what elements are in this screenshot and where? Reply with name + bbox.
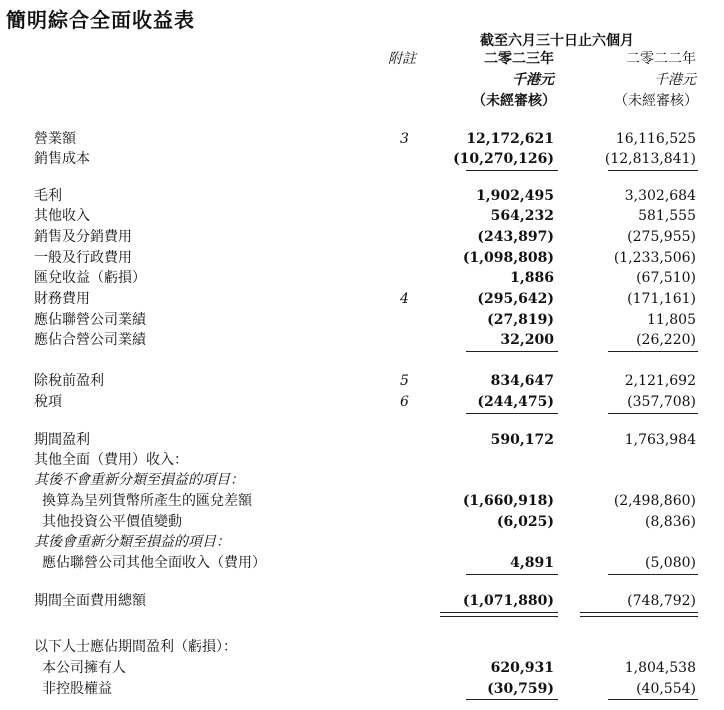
table-row <box>0 470 724 490</box>
row-current-value: (244,475) <box>477 394 554 410</box>
unit-prior-header: 千港元 <box>654 72 696 88</box>
row-note: 6 <box>400 394 409 410</box>
row-label: 一般及行政費用 <box>34 250 132 266</box>
table-row <box>0 491 724 511</box>
row-prior-value: 3,302,684 <box>624 188 696 204</box>
underline <box>466 699 558 700</box>
row-label: 其他收入 <box>34 208 90 224</box>
row-current-value: (243,897) <box>477 229 554 245</box>
row-prior-value: (275,955) <box>627 229 696 245</box>
row-prior-value: (67,510) <box>636 270 696 286</box>
table-row <box>0 450 724 470</box>
row-current-value: (27,819) <box>487 312 554 328</box>
row-current-value: (1,098,808) <box>462 250 554 266</box>
underline <box>608 351 698 352</box>
table-row <box>0 268 724 288</box>
row-current-value: (30,759) <box>487 681 554 697</box>
row-label: 應佔聯營公司業績 <box>34 312 146 328</box>
row-current-value: 834,647 <box>490 373 554 389</box>
row-note: 4 <box>400 291 409 307</box>
row-current-value: 1,886 <box>510 270 554 286</box>
table-row <box>0 289 724 309</box>
row-current-value: 564,232 <box>490 208 554 224</box>
row-label: 其後不會重新分類至損益的項目： <box>34 472 244 488</box>
row-label: 匯兌收益（虧損） <box>34 270 146 286</box>
row-prior-value: (357,708) <box>627 394 696 410</box>
row-prior-value: (2,498,860) <box>613 493 696 509</box>
table-row <box>0 248 724 268</box>
table-row <box>0 430 724 450</box>
row-current-value: 4,891 <box>510 555 554 571</box>
double-underline <box>580 612 698 617</box>
table-row <box>0 227 724 247</box>
audit-prior-header: （未經審核） <box>614 93 698 109</box>
row-note: 3 <box>400 131 409 147</box>
row-current-value: 32,200 <box>500 332 554 348</box>
underline <box>466 574 558 575</box>
table-row <box>0 658 724 678</box>
underline <box>466 351 558 352</box>
underline <box>608 170 698 171</box>
row-prior-value: (1,233,506) <box>613 250 696 266</box>
table-row <box>0 149 724 169</box>
underline <box>466 413 558 414</box>
row-prior-value: 2,121,692 <box>624 373 696 389</box>
row-current-value: (295,642) <box>477 291 554 307</box>
row-prior-value: 1,763,984 <box>624 432 696 448</box>
table-row <box>0 310 724 330</box>
row-label: 非控股權益 <box>42 681 112 697</box>
row-label: 應佔合營公司業績 <box>34 332 146 348</box>
row-label: 營業額 <box>34 131 76 147</box>
table-row <box>0 129 724 149</box>
row-prior-value: 16,116,525 <box>615 131 696 147</box>
row-prior-value: 581,555 <box>638 208 696 224</box>
row-current-value: (10,270,126) <box>453 151 554 167</box>
row-note: 5 <box>400 373 409 389</box>
row-prior-value: (748,792) <box>627 593 696 609</box>
row-current-value: 620,931 <box>490 660 554 676</box>
table-row <box>0 206 724 226</box>
year-prior-header: 二零二二年 <box>626 51 696 67</box>
row-label: 應佔聯營公司其他全面收入（費用） <box>42 555 266 571</box>
row-current-value: 12,172,621 <box>466 131 554 147</box>
row-prior-value: (40,554) <box>636 681 696 697</box>
row-current-value: (1,071,880) <box>462 593 554 609</box>
table-row <box>0 186 724 206</box>
page-title: 簡明綜合全面收益表 <box>6 8 195 32</box>
underline <box>466 170 558 171</box>
table-row <box>0 330 724 350</box>
row-label: 銷售成本 <box>34 151 90 167</box>
row-label: 財務費用 <box>34 291 90 307</box>
period-header: 截至六月三十日止六個月 <box>480 33 634 49</box>
audit-current-header: （未經審核） <box>472 93 556 109</box>
row-label: 其後會重新分類至損益的項目： <box>34 534 230 550</box>
row-label: 銷售及分銷費用 <box>34 229 132 245</box>
year-current-header: 二零二三年 <box>484 51 554 67</box>
note-column-header: 附註 <box>388 51 416 67</box>
row-label: 期間盈利 <box>34 432 90 448</box>
unit-current-header: 千港元 <box>512 72 554 88</box>
underline <box>608 413 698 414</box>
row-prior-value: (26,220) <box>636 332 696 348</box>
row-current-value: 590,172 <box>490 432 554 448</box>
row-prior-value: (171,161) <box>627 291 696 307</box>
row-label: 毛利 <box>34 188 62 204</box>
row-label: 其他全面（費用）收入： <box>34 452 188 468</box>
row-prior-value: 11,805 <box>647 312 696 328</box>
double-underline <box>440 612 558 617</box>
row-current-value: (1,660,918) <box>462 493 554 509</box>
row-prior-value: (8,836) <box>644 514 696 530</box>
row-label: 本公司擁有人 <box>42 660 126 676</box>
table-row <box>0 637 724 657</box>
row-label: 以下人士應佔期間盈利（虧損）： <box>34 639 237 655</box>
table-row <box>0 679 724 699</box>
row-prior-value: 1,804,538 <box>624 660 696 676</box>
row-label: 期間全面費用總額 <box>34 593 146 609</box>
row-prior-value: (5,080) <box>644 555 696 571</box>
table-row <box>0 532 724 552</box>
row-label: 換算為呈列貨幣所產生的匯兌差額 <box>42 493 252 509</box>
row-label: 除稅前盈利 <box>34 373 104 389</box>
row-label: 稅項 <box>34 394 62 410</box>
row-current-value: (6,025) <box>496 514 554 530</box>
table-row <box>0 392 724 412</box>
table-row <box>0 371 724 391</box>
row-current-value: 1,902,495 <box>476 188 554 204</box>
table-row <box>0 512 724 532</box>
underline <box>608 699 698 700</box>
table-row <box>0 553 724 573</box>
table-row <box>0 591 724 611</box>
row-label: 其他投資公平價值變動 <box>42 514 182 530</box>
row-prior-value: (12,813,841) <box>604 151 696 167</box>
underline <box>608 574 698 575</box>
